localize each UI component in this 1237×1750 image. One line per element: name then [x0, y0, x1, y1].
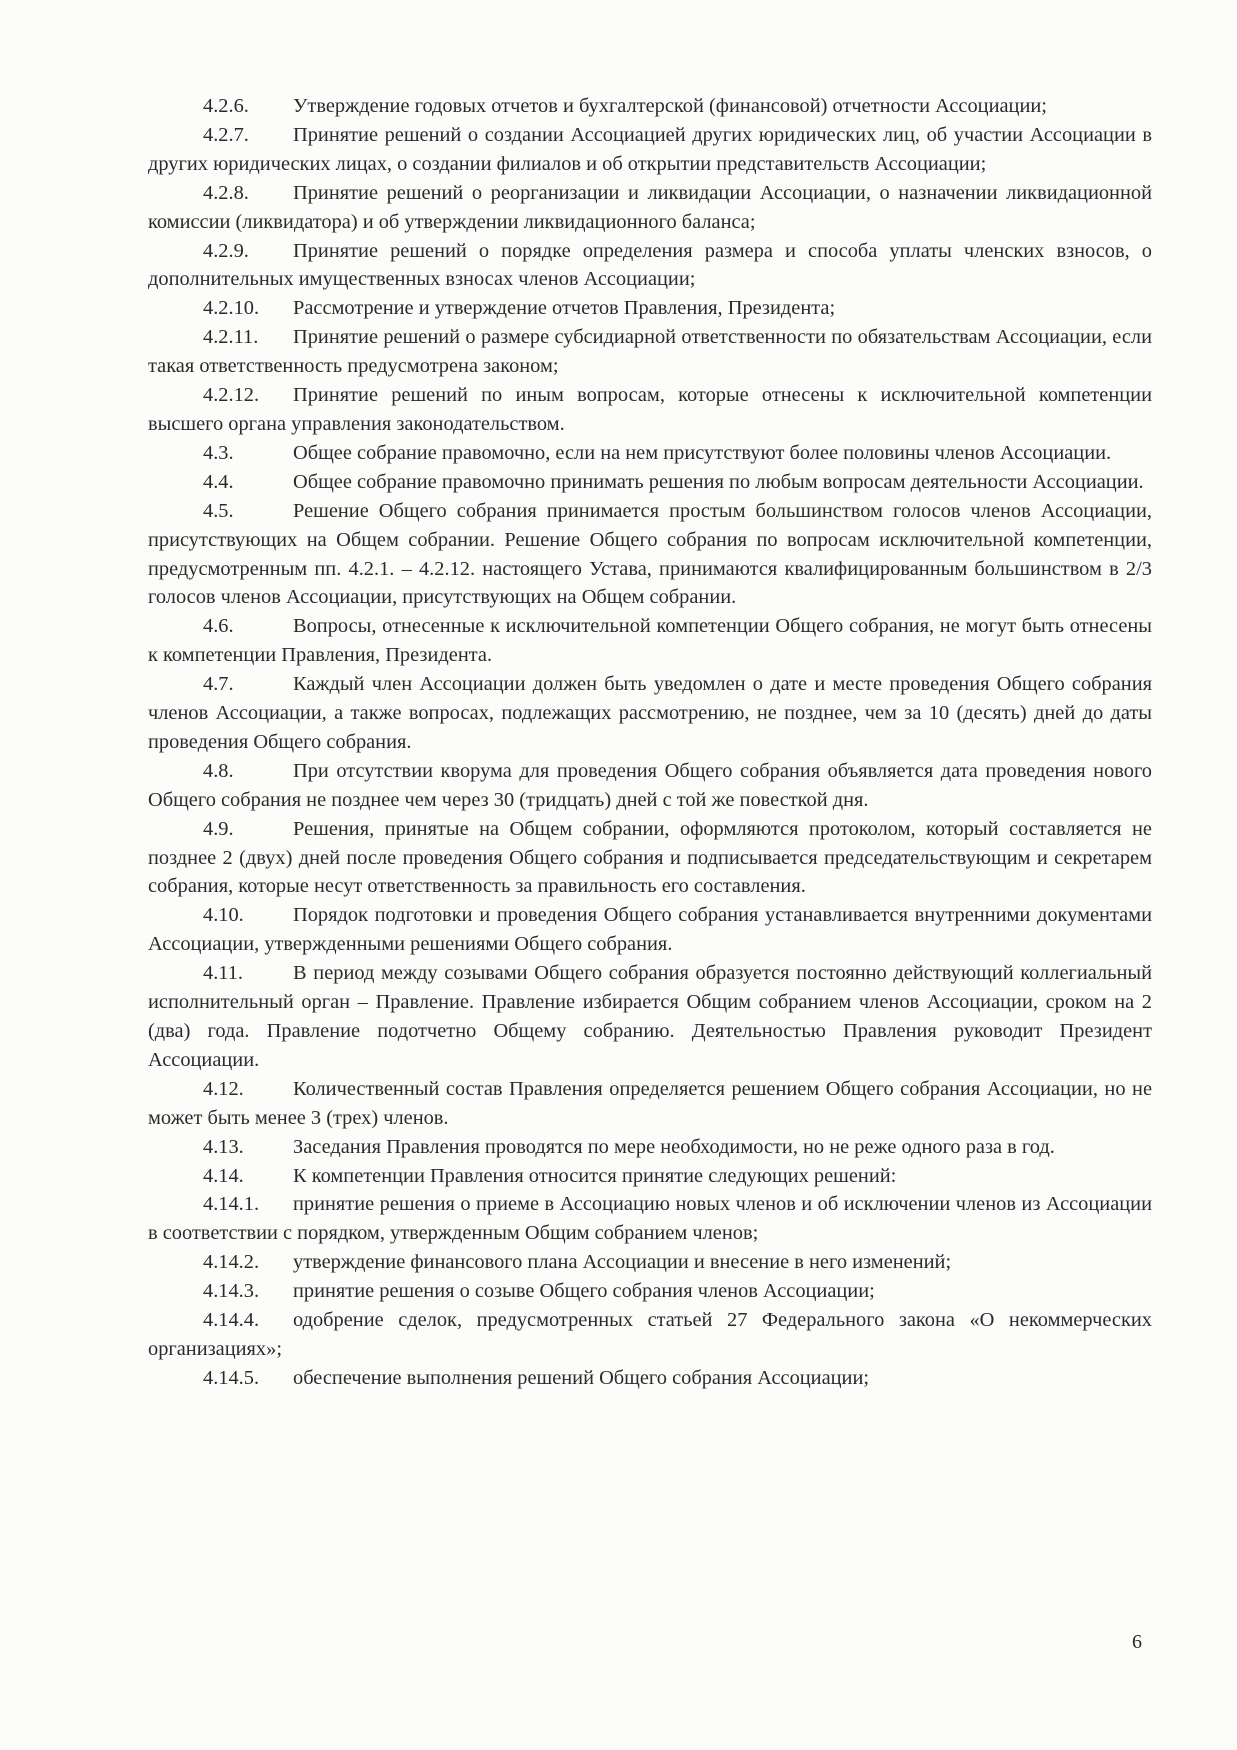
clause-number: 4.2.9. [203, 239, 249, 262]
clause-text: Принятие решений о размере субсидиарной ответственности по обязательствам Ассоциации, если такая ответственность предусмотрена законом; [148, 326, 1152, 378]
clause-text: утверждение финансового плана Ассоциации и внесение в него изменений; [293, 1251, 952, 1274]
clause-number: 4.2.10. [203, 297, 260, 320]
clause-number: 4.2.7. [203, 123, 249, 146]
clause-text: принятие решения о приеме в Ассоциацию новых членов и об исключении членов из Ассоциации в соответствии с порядком, утвержденным Общим собранием членов; [148, 1193, 1152, 1245]
clause-text: Принятие решений о реорганизации и ликвидации Ассоциации, о назначении ликвидационной комиссии (ликвидатора) и об утверждении ликвидационного баланса; [148, 181, 1152, 233]
clause-text: Вопросы, отнесенные к исключительной компетенции Общего собрания, не могут быть отнесены к компетенции Правления, Президента. [148, 615, 1152, 667]
clause-paragraph [148, 179, 1152, 237]
clause-text: Рассмотрение и утверждение отчетов Правления, Президента; [293, 297, 836, 320]
clause-number: 4.12. [203, 1077, 244, 1100]
clause-text: Общее собрание правомочно принимать решения по любым вопросам деятельности Ассоциации. [293, 470, 1144, 493]
clause-text: Утверждение годовых отчетов и бухгалтерской (финансовой) отчетности Ассоциации; [293, 95, 1047, 117]
clause-paragraph [148, 757, 1152, 815]
clause-number: 4.14.5. [203, 1366, 260, 1389]
clause-text: Количественный состав Правления определяется решением Общего собрания Ассоциации, но не может быть менее 3 (трех) членов. [148, 1077, 1152, 1129]
clause-paragraph [148, 1133, 1152, 1162]
clause-text: Порядок подготовки и проведения Общего собрания устанавливается внутренними документами Ассоциации, утвержденными решениями Общего собрания. [148, 904, 1152, 956]
clause-number: 4.2.11. [203, 326, 259, 349]
page-number: 6 [1132, 1631, 1142, 1653]
clause-paragraph [148, 670, 1152, 757]
clause-number: 4.3. [203, 441, 234, 464]
clause-text: В период между созывами Общего собрания образуется постоянно действующий коллегиальный исполнительный орган – Правление. Правление избирается Общим собранием членов Ассоциации, сроком на 2 (два) года. Правление подотчетно Общему собранию. Деятельностью Правления руководит Президент Ассоциации. [148, 962, 1152, 1071]
clause-paragraph [148, 381, 1152, 439]
clause-paragraph [148, 92, 1152, 121]
clause-paragraph [148, 294, 1152, 323]
clause-number: 4.6. [203, 615, 234, 638]
clause-text: обеспечение выполнения решений Общего собрания Ассоциации; [293, 1366, 870, 1389]
clause-text: К компетенции Правления относится принятие следующих решений: [293, 1164, 897, 1187]
clause-number: 4.14.3. [203, 1280, 260, 1303]
clause-text: принятие решения о созыве Общего собрания членов Ассоциации; [293, 1280, 875, 1303]
clause-number: 4.2.8. [203, 181, 249, 204]
clause-text: Принятие решений о порядке определения размера и способа уплаты членских взносов, о дополнительных имущественных взносах членов Ассоциации; [148, 239, 1152, 291]
clause-paragraph [148, 612, 1152, 670]
clause-number: 4.14. [203, 1164, 244, 1187]
clause-number: 4.5. [203, 499, 234, 522]
clause-paragraph [148, 1248, 1152, 1277]
clause-paragraph [148, 959, 1152, 1075]
clause-number: 4.8. [203, 759, 234, 782]
document-body [148, 92, 1152, 1393]
clause-number: 4.13. [203, 1135, 244, 1158]
clause-paragraph [148, 121, 1152, 179]
clause-text: Общее собрание правомочно, если на нем присутствуют более половины членов Ассоциации. [293, 441, 1112, 464]
clause-number: 4.14.4. [203, 1309, 260, 1332]
clause-text: Принятие решений по иным вопросам, которые отнесены к исключительной компетенции высшего органа управления законодательством. [148, 384, 1152, 435]
clause-number: 4.14.1. [203, 1193, 260, 1216]
clause-paragraph [148, 1306, 1152, 1364]
clause-number: 4.14.2. [203, 1251, 260, 1274]
clause-paragraph [148, 468, 1152, 497]
clause-paragraph [148, 323, 1152, 381]
clause-paragraph [148, 815, 1152, 902]
clause-paragraph [148, 439, 1152, 468]
clause-paragraph [148, 1190, 1152, 1248]
clause-number: 4.7. [203, 673, 234, 696]
clause-paragraph [148, 1277, 1152, 1306]
clause-paragraph [148, 237, 1152, 295]
clause-text: Заседания Правления проводятся по мере необходимости, но не реже одного раза в год. [293, 1135, 1055, 1158]
clause-text: Каждый член Ассоциации должен быть уведомлен о дате и месте проведения Общего собрания членов Ассоциации, а также вопросах, подлежащих рассмотрению, не позднее, чем за 10 (десять) дней до даты проведения Общего собрания. [148, 673, 1152, 753]
clause-paragraph [148, 901, 1152, 959]
clause-text: одобрение сделок, предусмотренных статьей 27 Федерального закона «О некоммерческих организациях»; [148, 1309, 1152, 1360]
clause-paragraph [148, 1364, 1152, 1393]
clause-number: 4.11. [203, 962, 244, 985]
clause-number: 4.9. [203, 817, 234, 840]
clause-number: 4.2.12. [203, 384, 260, 407]
clause-number: 4.2.6. [203, 95, 249, 117]
clause-paragraph [148, 497, 1152, 613]
clause-number: 4.10. [203, 904, 244, 927]
clause-number: 4.4. [203, 470, 234, 493]
clause-text: Принятие решений о создании Ассоциацией других юридических лиц, об участии Ассоциации в других юридических лицах, о создании филиалов и об открытии представительств Ассоциации; [148, 123, 1152, 175]
clause-text: При отсутствии кворума для проведения Общего собрания объявляется дата проведения нового Общего собрания не позднее чем через 30 (тридцать) дней с той же повесткой дня. [148, 759, 1152, 811]
clause-text: Решение Общего собрания принимается простым большинством голосов членов Ассоциации, присутствующих на Общем собрании. Решение Общего собрания по вопросам исключительной компетенции, предусмотренным пп. 4.2.1. – 4.2.12. настоящего Устава, принимаются квалифицированным большинством в 2/3 голосов членов Ассоциации, присутствующих на Общем собрании. [148, 499, 1152, 609]
clause-text: Решения, принятые на Общем собрании, оформляются протоколом, который составляется не позднее 2 (двух) дней после проведения Общего собрания и подписывается председательствующим и секретарем собрания, которые несут ответственность за правильность его составления. [148, 817, 1152, 898]
clause-paragraph [148, 1075, 1152, 1133]
clause-paragraph [148, 1162, 1152, 1191]
